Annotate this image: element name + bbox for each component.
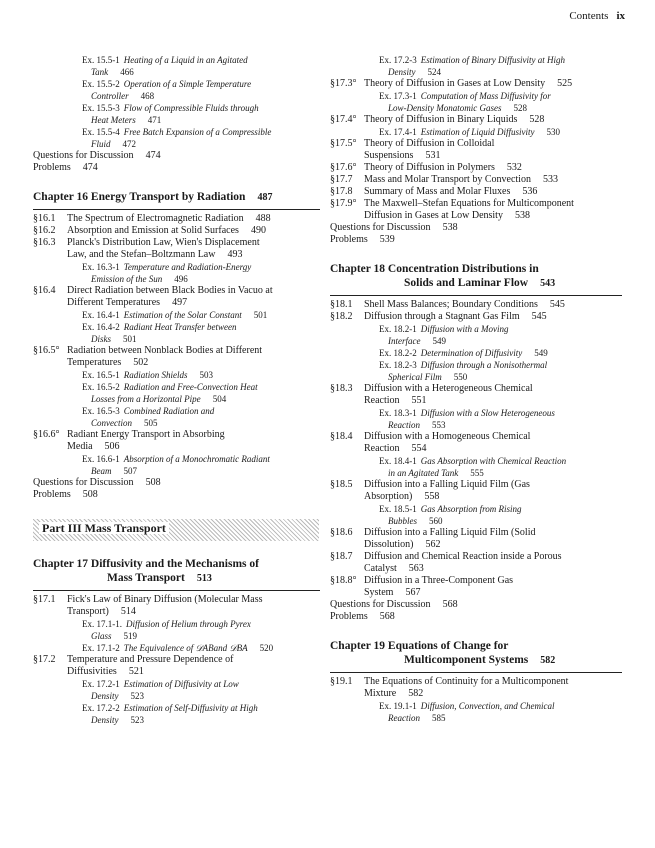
toc-entry: Ex. 18.5-1 Gas Absorption from Rising — [379, 504, 522, 514]
toc-entry: Ex. 18.2-2 Determination of Diffusivity 549 — [379, 348, 548, 358]
toc-entry: Ex. 15.5-4 Free Batch Expansion of a Compressible — [82, 127, 272, 137]
toc-entry: §16.6° Radiant Energy Transport in Absorbing — [33, 429, 225, 440]
toc-entry: in an Agitated Tank 555 — [388, 468, 484, 478]
part-banner: Part III Mass Transport — [33, 519, 319, 541]
toc-entry: Ex. 15.5-3 Flow of Compressible Fluids through — [82, 103, 259, 113]
toc-list — [33, 54, 320, 174]
toc-entry: §18.5 Diffusion into a Falling Liquid Film (Gas — [330, 479, 530, 490]
toc-entry: Reaction 553 — [388, 420, 446, 430]
toc-entry: Ex. 16.5-3 Combined Radiation and — [82, 406, 215, 416]
toc-entry: Beam 507 — [91, 466, 137, 476]
chapter-18-heading: Chapter 18 Concentration Distributions in Solids and Laminar Flow 543 — [330, 262, 622, 296]
toc-entry: Low-Density Monatomic Gases 528 — [388, 103, 527, 113]
toc-entry: Ex. 16.3-1 Temperature and Radiation-Energy — [82, 262, 252, 272]
toc-entry: Different Temperatures 497 — [67, 297, 188, 308]
toc-entry: System 567 — [364, 587, 421, 598]
toc-entry: Ex. 15.5-1 Heating of a Liquid in an Agitated — [82, 55, 248, 65]
toc-entry: §17.6° Theory of Diffusion in Polymers 532 — [330, 162, 522, 173]
toc-entry: Ex. 15.5-2 Operation of a Simple Temperature — [82, 79, 252, 89]
toc-entry: Density 524 — [388, 67, 441, 77]
toc-entry: Diffusion in Gases at Low Density 538 — [364, 210, 530, 221]
toc-entry: Ex. 18.2-1 Diffusion with a Moving — [379, 324, 509, 334]
toc-entry: §16.5° Radiation between Nonblack Bodies at Different — [33, 345, 263, 356]
toc-entry: Ex. 17.2-3 Estimation of Binary Diffusivity at High — [379, 55, 565, 65]
toc-entry: Tank 466 — [91, 67, 134, 77]
toc-entry: §17.3° Theory of Diffusion in Gases at Low Density 525 — [330, 78, 573, 89]
toc-entry: §19.1 The Equations of Continuity for a Multicomponent — [330, 676, 569, 687]
toc-entry: Transport) 514 — [67, 606, 136, 617]
toc-entry: Reaction 551 — [364, 395, 427, 406]
toc-entry: Ex. 19.1-1 Diffusion, Convection, and Chemical — [379, 701, 555, 711]
toc-entry: Losses from a Horizontal Pipe 504 — [91, 394, 227, 404]
toc-entry: Ex. 16.4-1 Estimation of the Solar Constant 501 — [82, 310, 268, 320]
left-column — [33, 54, 320, 726]
toc-entry: Controller 468 — [91, 91, 155, 101]
toc-entry: Questions for Discussion 474 — [33, 150, 161, 161]
toc-list — [330, 54, 622, 246]
toc-entry: Reaction 585 — [388, 713, 446, 723]
toc-entry: Convection 505 — [91, 418, 158, 428]
toc-entry: Ex. 16.5-2 Radiation and Free-Convection Heat — [82, 382, 258, 392]
toc-entry: Mixture 582 — [364, 688, 424, 699]
toc-entry: Glass 519 — [91, 631, 138, 641]
toc-entry: Emission of the Sun 496 — [91, 274, 188, 284]
toc-entry: Ex. 17.1-1. Diffusion of Helium through Pyrex — [82, 619, 251, 629]
toc-entry: Problems 508 — [33, 489, 98, 500]
toc-entry: Density 523 — [91, 715, 144, 725]
toc-entry: Suspensions 531 — [364, 150, 441, 161]
toc-entry: Ex. 16.6-1 Absorption of a Monochromatic Radiant — [82, 454, 270, 464]
toc-entry: Ex. 17.1-2 The Equivalence of 𝒟ABand 𝒟BA 520 — [82, 643, 274, 653]
toc-entry: §18.8° Diffusion in a Three-Component Gas — [330, 575, 514, 586]
toc-entry: Bubbles 560 — [388, 516, 443, 526]
toc-entry: §18.7 Diffusion and Chemical Reaction inside a Porous — [330, 551, 562, 562]
toc-entry: Questions for Discussion 508 — [33, 477, 161, 488]
toc-entry: §17.7 Mass and Molar Transport by Convection 533 — [330, 174, 558, 185]
page-number: ix — [616, 10, 625, 22]
toc-entry: Ex. 16.4-2 Radiant Heat Transfer between — [82, 322, 237, 332]
toc-entry: §16.4 Direct Radiation between Black Bodies in Vacuo at — [33, 285, 273, 296]
toc-entry: Questions for Discussion 538 — [330, 222, 458, 233]
toc-entry: Fluid 472 — [91, 139, 136, 149]
toc-entry: Media 506 — [67, 441, 120, 452]
toc-entry: Heat Meters 471 — [91, 115, 162, 125]
toc-entry: §18.3 Diffusion with a Heterogeneous Chemical — [330, 383, 533, 394]
toc-entry: Ex. 17.2-1 Estimation of Diffusivity at Low — [82, 679, 239, 689]
toc-entry: Ex. 18.3-1 Diffusion with a Slow Heterogeneous — [379, 408, 555, 418]
header-title: Contents — [569, 10, 609, 22]
toc-entry: Absorption) 558 — [364, 491, 440, 502]
right-column — [330, 54, 622, 724]
toc-entry: §17.4° Theory of Diffusion in Binary Liquids 528 — [330, 114, 545, 125]
toc-entry: Catalyst 563 — [364, 563, 424, 574]
toc-entry: §17.1 Fick's Law of Binary Diffusion (Molecular Mass — [33, 594, 263, 605]
toc-entry: §18.2 Diffusion through a Stagnant Gas Film 545 — [330, 311, 547, 322]
toc-entry: Problems 568 — [330, 611, 395, 622]
toc-entry: Temperatures 502 — [67, 357, 149, 368]
toc-entry: Law, and the Stefan–Boltzmann Law 493 — [67, 249, 243, 260]
toc-entry: Problems 539 — [330, 234, 395, 245]
toc-entry: §18.6 Diffusion into a Falling Liquid Film (Solid — [330, 527, 536, 538]
toc-entry: Problems 474 — [33, 162, 98, 173]
toc-entry: §18.1 Shell Mass Balances; Boundary Conditions 545 — [330, 299, 565, 310]
toc-entry: Ex. 18.2-3 Diffusion through a Nonisothermal — [379, 360, 548, 370]
chapter-19-heading: Chapter 19 Equations of Change for Multicomponent Systems 582 — [330, 639, 622, 673]
toc-entry: §16.1 The Spectrum of Electromagnetic Radiation 488 — [33, 213, 271, 224]
toc-entry: §18.4 Diffusion with a Homogeneous Chemical — [330, 431, 531, 442]
toc-entry: Density 523 — [91, 691, 144, 701]
toc-entry: §17.5° Theory of Diffusion in Colloidal — [330, 138, 495, 149]
toc-entry: Questions for Discussion 568 — [330, 599, 458, 610]
toc-list — [330, 299, 622, 623]
toc-entry: Spherical Film 550 — [388, 372, 468, 382]
toc-entry: §17.9° The Maxwell–Stefan Equations for Multicomponent — [330, 198, 574, 209]
toc-entry: §17.2 Temperature and Pressure Dependence of — [33, 654, 234, 665]
toc-entry: §16.3 Planck's Distribution Law, Wien's Displacement — [33, 237, 260, 248]
toc-entry: Diffusivities 521 — [67, 666, 144, 677]
running-header — [569, 10, 625, 22]
chapter-16-heading: Chapter 16 Energy Transport by Radiation 487 — [33, 190, 320, 210]
toc-entry: Ex. 17.3-1 Computation of Mass Diffusivity for — [379, 91, 551, 101]
chapter-17-heading: Chapter 17 Diffusivity and the Mechanisms of Mass Transport 513 — [33, 557, 320, 591]
toc-list — [330, 676, 622, 724]
toc-entry: Ex. 16.5-1 Radiation Shields 503 — [82, 370, 213, 380]
toc-entry: Ex. 18.4-1 Gas Absorption with Chemical Reaction — [379, 456, 567, 466]
toc-entry: Ex. 17.4-1 Estimation of Liquid Diffusivity 530 — [379, 127, 561, 137]
toc-entry: §16.2 Absorption and Emission at Solid Surfaces 490 — [33, 225, 266, 236]
toc-entry: §17.8 Summary of Mass and Molar Fluxes 536 — [330, 186, 538, 197]
toc-list — [33, 594, 320, 726]
toc-entry: Dissolution) 562 — [364, 539, 441, 550]
toc-entry: Disks 501 — [91, 334, 137, 344]
toc-list — [33, 213, 320, 501]
toc-entry: Interface 549 — [388, 336, 446, 346]
toc-entry: Reaction 554 — [364, 443, 427, 454]
toc-entry: Ex. 17.2-2 Estimation of Self-Diffusivity at High — [82, 703, 258, 713]
